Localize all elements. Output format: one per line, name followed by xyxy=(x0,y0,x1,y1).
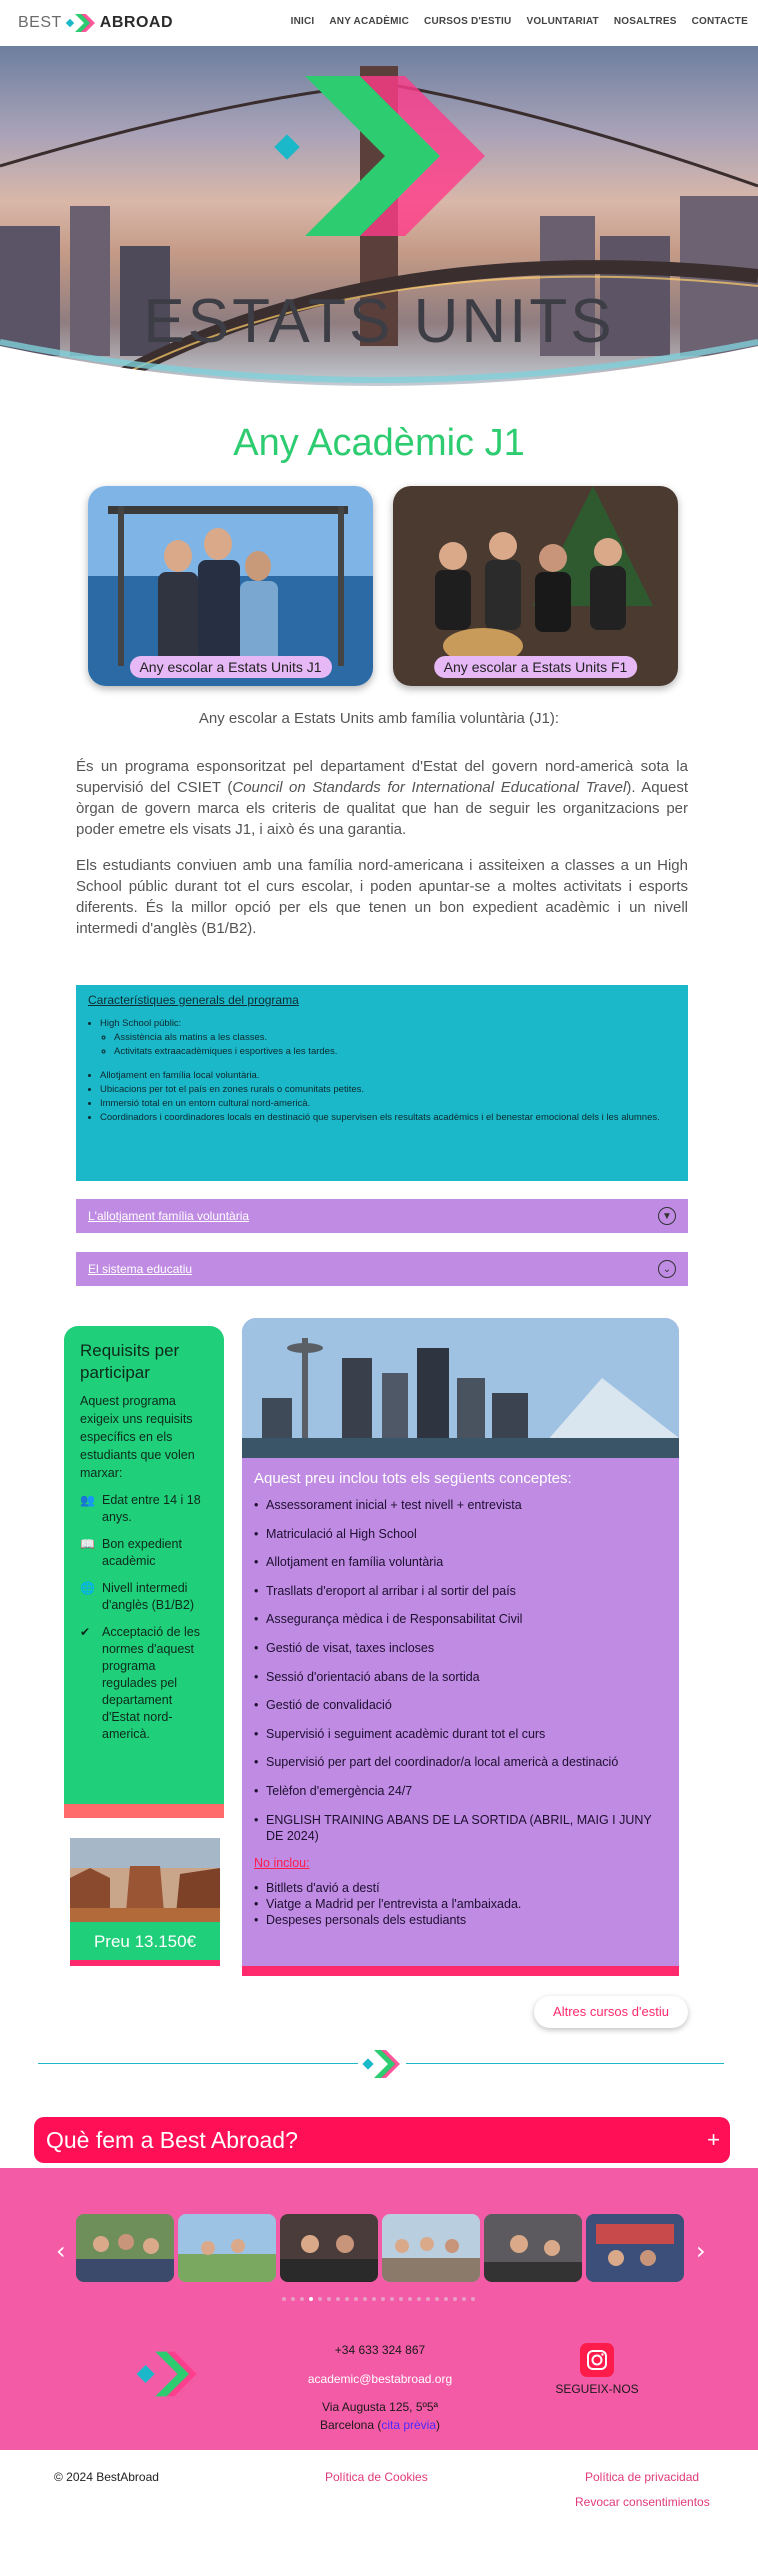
carousel-dot[interactable] xyxy=(282,2297,286,2301)
nav-inici[interactable]: INICI xyxy=(290,16,315,27)
not-included-label: No inclou: xyxy=(254,1856,310,1871)
requirements-card xyxy=(64,1326,224,1818)
footer-logo-icon xyxy=(136,2342,200,2406)
hero-title: ESTATS UNITS xyxy=(143,287,615,356)
list-item: • Viatge a Madrid per l'entrevista a l'ambaixada. xyxy=(254,1896,667,1912)
gallery-photo[interactable] xyxy=(586,2214,684,2282)
gallery-photo[interactable] xyxy=(76,2214,174,2282)
gallery-photo[interactable] xyxy=(484,2214,582,2282)
carousel-dot[interactable] xyxy=(417,2297,421,2301)
card-j1[interactable] xyxy=(88,486,373,686)
carousel-dot[interactable] xyxy=(444,2297,448,2301)
list-item: • Bitllets d'avió a destí xyxy=(254,1880,667,1896)
list-item: • Coordinadors i coordinadores locals en destinació que supervisen els resultats acadèmics i el benestar emocional dels i les alumnes. xyxy=(100,1111,676,1125)
carousel-dot[interactable] xyxy=(462,2297,466,2301)
carousel-dot[interactable] xyxy=(399,2297,403,2301)
price-label: Preu 13.150€ xyxy=(70,1922,220,1962)
carousel-dot[interactable] xyxy=(408,2297,412,2301)
paragraph-1: És un programa esponsoritzat pel departament d'Estat del govern nord-americà sota la supervisió del CSIET (Council on Standards for International Educational Travel). Aquest òrgan de govern marca els criteris de qualitat que han de seguir les organitzacions per poder emetre els visats J1, i això és una garantia. xyxy=(76,758,689,838)
nav-any-academic[interactable]: ANY ACADÈMIC xyxy=(329,16,410,27)
carousel-dot[interactable] xyxy=(372,2297,376,2301)
list-item: • Assessorament inicial + test nivell + entrevista xyxy=(254,1497,667,1513)
appointment-link[interactable]: cita prèvia xyxy=(381,2418,437,2432)
list-item: • Sessió d'orientació abans de la sortida xyxy=(254,1669,667,1685)
features-list xyxy=(88,1017,676,1059)
requirements-card-footer xyxy=(64,1804,224,1818)
card-j1-label: Any escolar a Estats Units J1 xyxy=(129,656,331,678)
gallery-photo[interactable] xyxy=(280,2214,378,2282)
what-we-do-title: Què fem a Best Abroad? xyxy=(46,2127,298,2153)
logo-arrow-icon xyxy=(66,11,96,35)
chevron-right-icon[interactable]: › xyxy=(696,2237,706,2265)
main-nav xyxy=(291,16,748,27)
carousel-dot[interactable] xyxy=(363,2297,367,2301)
list-item: • Ubicacions per tot el país en zones rurals o comunitats petites. xyxy=(100,1083,676,1097)
accordion-education-system[interactable] xyxy=(76,1252,688,1286)
carousel-dot[interactable] xyxy=(318,2297,322,2301)
price-footer xyxy=(70,1960,220,1966)
page-title: Any Acadèmic J1 xyxy=(233,422,525,464)
nav-contacte[interactable]: CONTACTE xyxy=(691,16,748,27)
list-item: • Assegurança mèdica i de Responsabilitat Civil xyxy=(254,1611,667,1627)
list-item: • Supervisió per part del coordinador/a local americà a destinació xyxy=(254,1754,667,1770)
paragraph-2: Els estudiants conviuen amb una família nord-americana i assiteixen a classes a un High School públic durant tot el curs escolar, i poden apuntar-se a moltes activitats i esports diferents. És la millor opció per els que tenen un bon expedient acadèmic i un nivell intermedi d'anglès (B1/B2). xyxy=(76,857,688,937)
carousel-dot[interactable] xyxy=(426,2297,430,2301)
carousel-dot[interactable] xyxy=(390,2297,394,2301)
accordion-host-family-title: L'allotjament família voluntària xyxy=(88,1209,250,1223)
copyright: © 2024 BestAbroad xyxy=(54,2470,159,2484)
book-icon: 📖 xyxy=(80,1537,95,1551)
includes-list xyxy=(254,1497,667,1844)
logo[interactable] xyxy=(18,10,173,36)
paragraph-1-emphasis: Council on Standards for International Educational Travel xyxy=(232,779,627,796)
carousel-dot[interactable] xyxy=(381,2297,385,2301)
divider xyxy=(38,2063,358,2064)
contact-phone[interactable]: +34 633 324 867 xyxy=(334,2343,426,2357)
contact-email[interactable]: academic@bestabroad.org xyxy=(307,2372,453,2386)
carousel-dot[interactable] xyxy=(453,2297,457,2301)
intro-text: Any escolar a Estats Units amb família voluntària (J1): xyxy=(198,710,560,727)
accordion-education-title: El sistema educatiu xyxy=(88,1262,193,1276)
includes-heading: Aquest preu inclou tots els següents conceptes: xyxy=(254,1470,572,1487)
card-f1-label: Any escolar a Estats Units F1 xyxy=(434,656,638,678)
site-header xyxy=(0,0,758,46)
canyon-image xyxy=(70,1838,220,1924)
list-item: • Gestió de convalidació xyxy=(254,1697,667,1713)
carousel-dot[interactable] xyxy=(309,2297,313,2301)
site-footer xyxy=(0,2450,758,2560)
chevron-down-icon[interactable]: ▼ xyxy=(658,1207,676,1225)
divider xyxy=(406,2063,724,2064)
list-item: • Supervisió i seguiment acadèmic durant tot el curs xyxy=(254,1726,667,1742)
accordion-features-title[interactable]: Característiques generals del programa xyxy=(88,993,299,1007)
gallery-photo[interactable] xyxy=(178,2214,276,2282)
list-item: • Trasllats d'eroport al arribar i al sortir del país xyxy=(254,1583,667,1599)
globe-icon: 🌐 xyxy=(80,1581,95,1595)
requirement-item: 🌐 Nivell intermedi d'anglès (B1/B2) xyxy=(80,1581,195,1612)
hero-banner xyxy=(0,46,758,392)
contact-address-2: Barcelona (cita prèvia) xyxy=(319,2418,441,2432)
other-courses-button[interactable]: Altres cursos d'estiu xyxy=(534,1996,688,2028)
cookies-link[interactable]: Política de Cookies xyxy=(325,2470,428,2484)
carousel-dot[interactable] xyxy=(300,2297,304,2301)
list-item: ◦ Assistència als matins a les classes. xyxy=(114,1031,676,1045)
logo-text-abroad: ABROAD xyxy=(99,14,174,31)
requirements-desc: Aquest programa exigeix uns requisits específics en els estudiants que volen marxar: xyxy=(80,1394,195,1480)
requirements-title: Requisits per participar xyxy=(80,1341,180,1382)
accordion-host-family[interactable] xyxy=(76,1199,688,1233)
list-item: • Gestió de visat, taxes incloses xyxy=(254,1640,667,1656)
plus-icon[interactable]: + xyxy=(707,2127,720,2152)
requirement-item: 📖 Bon expedient acadèmic xyxy=(80,1537,182,1568)
list-item: • Telèfon d'emergència 24/7 xyxy=(254,1783,667,1799)
list-item: • High School públic: ◦ Assistència als matins a les classes. ◦ Activitats extraacadèmiques i esportives a les tardes. xyxy=(100,1017,676,1059)
follow-us-label: SEGUEIX-NOS xyxy=(555,2382,639,2396)
requirement-item: ✔ Acceptació de les normes d'aquest programa regulades pel departament d'Estat nord-americà. xyxy=(80,1625,200,1741)
chevron-down-icon[interactable]: ⌄ xyxy=(658,1260,676,1278)
carousel-dot[interactable] xyxy=(354,2297,358,2301)
users-icon: 👥 xyxy=(80,1493,95,1507)
carousel-dot[interactable] xyxy=(471,2297,475,2301)
list-item: • ENGLISH TRAINING ABANS DE LA SORTIDA (ABRIL, MAIG I JUNY DE 2024) xyxy=(254,1812,667,1844)
check-icon: ✔ xyxy=(80,1625,91,1639)
carousel-dot[interactable] xyxy=(435,2297,439,2301)
includes-body xyxy=(242,1458,679,1940)
list-item: • Matriculació al High School xyxy=(254,1526,667,1542)
nav-cursos-estiu[interactable]: CURSOS D'ESTIU xyxy=(424,16,512,27)
nav-nosaltres[interactable]: NOSALTRES xyxy=(613,16,677,27)
carousel-dot[interactable] xyxy=(345,2297,349,2301)
requirement-item: 👥 Edat entre 14 i 18 anys. xyxy=(80,1493,201,1524)
gallery-photo[interactable] xyxy=(382,2214,480,2282)
card-f1[interactable] xyxy=(393,486,678,686)
logo-text-best: BEST xyxy=(18,14,62,31)
carousel-dot[interactable] xyxy=(336,2297,340,2301)
logo-arrow-icon xyxy=(362,2044,402,2084)
seattle-skyline-image xyxy=(242,1318,679,1458)
nav-voluntariat[interactable]: VOLUNTARIAT xyxy=(526,16,599,27)
accordion-features xyxy=(76,985,688,1181)
instagram-icon[interactable] xyxy=(580,2343,614,2377)
carousel-dot[interactable] xyxy=(291,2297,295,2301)
includes-card-footer xyxy=(242,1966,679,1976)
list-item: • Immersió total en un entorn cultural nord-americà. xyxy=(100,1097,676,1111)
privacy-link[interactable]: Política de privacidad xyxy=(585,2470,700,2484)
list-item: • Despeses personals dels estudiants xyxy=(254,1912,667,1928)
contact-address-1: Via Augusta 125, 5º5ª xyxy=(321,2400,439,2414)
chevron-left-icon[interactable]: ‹ xyxy=(56,2237,66,2265)
list-item: • Allotjament en família voluntària xyxy=(254,1554,667,1570)
list-item: • Allotjament en família local voluntària. xyxy=(100,1069,676,1083)
includes-card xyxy=(242,1318,679,1976)
excluded-list xyxy=(254,1880,667,1928)
carousel-dot[interactable] xyxy=(327,2297,331,2301)
revoke-consent-link[interactable]: Revocar consentimientos xyxy=(575,2495,710,2509)
what-we-do-toggle[interactable] xyxy=(34,2117,730,2163)
list-item: ◦ Activitats extraacadèmiques i esportives a les tardes. xyxy=(114,1045,676,1059)
features-list-2 xyxy=(88,1069,676,1125)
